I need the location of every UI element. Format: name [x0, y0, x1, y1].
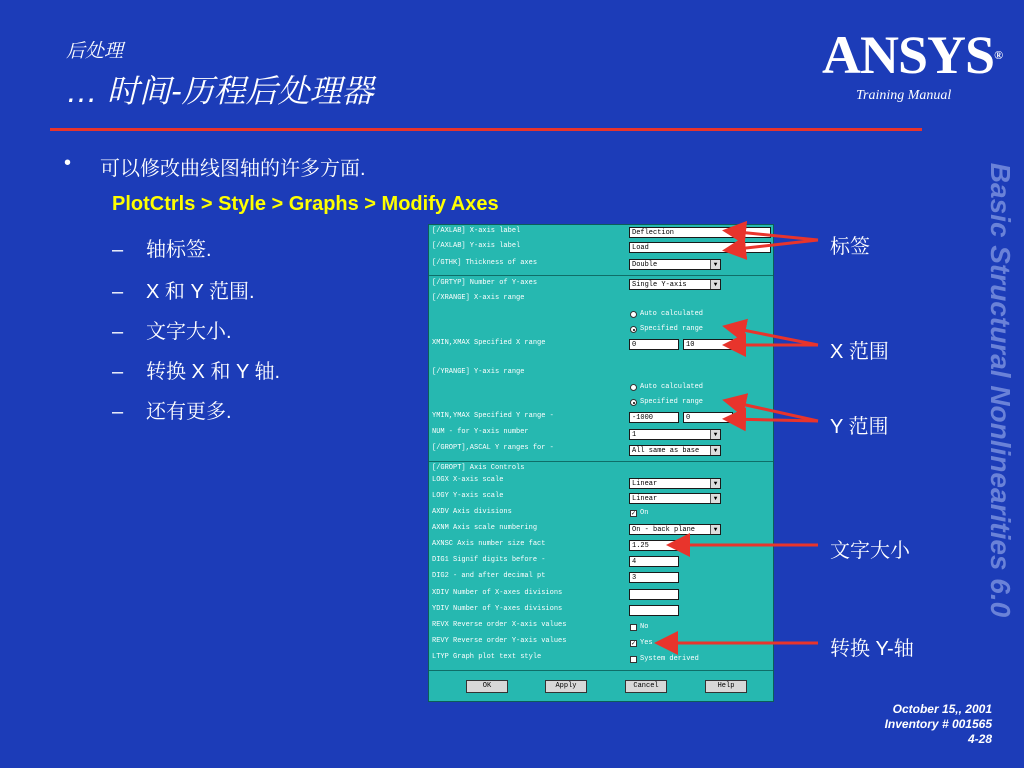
- annotation-switch-y: 转换 Y-轴: [830, 638, 914, 660]
- menu-path: PlotCtrls > Style > Graphs > Modify Axes: [112, 193, 499, 215]
- yaxis-number-value: 1: [632, 431, 637, 439]
- label-revy: REVY Reverse order Y-axis values: [432, 637, 567, 645]
- footer-page-number: 4-28: [967, 732, 992, 746]
- footer: [850, 702, 992, 747]
- label-yrange: [/YRANGE] Y-axis range: [432, 368, 525, 376]
- axis-divisions-label: On: [640, 509, 649, 517]
- sub-bullet-text: 转换 X 和 Y 轴.: [146, 361, 281, 383]
- sub-bullet: – 还有更多.: [112, 401, 232, 423]
- sidebar-course-title: Basic Structural Nonlinearities 6.0: [985, 162, 1016, 618]
- label-ltyp: LTYP Graph plot text style: [432, 653, 542, 661]
- footer-date: October 15,, 2001: [892, 702, 992, 716]
- training-manual-label: Training Manual: [856, 88, 952, 103]
- sub-bullet-text: 轴标签.: [146, 239, 212, 261]
- bullet-dot: •: [64, 152, 72, 174]
- reverse-y-checkbox[interactable]: ✓: [631, 641, 637, 647]
- label-revx: REVX Reverse order X-axis values: [432, 621, 567, 629]
- reverse-y-label: Yes: [640, 639, 653, 647]
- number-yaxes-value: Single Y-axis: [632, 281, 687, 289]
- arrow-to-xlabel: [728, 231, 818, 240]
- chevron-down-icon[interactable]: ▼: [710, 280, 720, 289]
- arrow-to-yrange-fields: [728, 419, 818, 421]
- sub-bullet: – 轴标签.: [112, 239, 212, 261]
- label-xrange: [/XRANGE] X-axis range: [432, 294, 525, 302]
- sub-bullet-text: 文字大小.: [146, 321, 232, 343]
- label-axdv: AXDV Axis divisions: [432, 508, 512, 516]
- yranges-value: All same as base: [632, 447, 700, 455]
- ok-button[interactable]: OK: [466, 680, 508, 693]
- annotation-labels: 标签: [830, 236, 870, 258]
- annotation-x-range: X 范围: [830, 341, 889, 363]
- chevron-down-icon[interactable]: ▼: [710, 446, 720, 455]
- label-thick: [/GTHK] Thickness of axes: [432, 259, 538, 267]
- xmax-input[interactable]: 10: [683, 339, 733, 350]
- label-axctrl: [/GROPT] Axis Controls: [432, 464, 525, 472]
- ymax-input[interactable]: 0: [683, 412, 733, 423]
- label-ydiv: YDIV Number of Y-axes divisions: [432, 605, 563, 613]
- annotation-text-size: 文字大小: [830, 540, 910, 562]
- annotation-y-range: Y 范围: [830, 416, 889, 438]
- label-axnm: AXNM Axis scale numbering: [432, 524, 538, 532]
- apply-button[interactable]: Apply: [545, 680, 587, 693]
- text-style-label: System derived: [640, 655, 699, 663]
- logo-text: ANSYS: [822, 25, 995, 85]
- cancel-button[interactable]: Cancel: [625, 680, 667, 693]
- yaxis-label-input[interactable]: Load: [629, 242, 771, 253]
- label-nyax: [/GRTYP] Number of Y-axes: [432, 279, 538, 287]
- yrange-auto-label: Auto calculated: [640, 383, 704, 391]
- label-dig1: DIG1 Signif digits before -: [432, 556, 546, 564]
- bullet-main: 可以修改曲线图轴的许多方面.: [100, 158, 366, 180]
- digits-after-input[interactable]: 3: [629, 572, 679, 583]
- axis-divisions-checkbox[interactable]: ✓: [631, 511, 637, 517]
- xmin-input[interactable]: 0: [629, 339, 679, 350]
- label-xlab: [/AXLAB] X-axis label: [432, 227, 521, 235]
- logo-registered-mark: ®: [994, 48, 1003, 62]
- label-num: NUM - for Y-axis number: [432, 428, 529, 436]
- sub-bullet: – 文字大小.: [112, 321, 232, 343]
- sub-bullet-text: X 和 Y 范围.: [146, 281, 255, 303]
- label-logx: LOGX X-axis scale: [432, 476, 504, 484]
- chevron-down-icon[interactable]: ▼: [710, 430, 720, 439]
- label-axnsc: AXNSC Axis number size fact: [432, 540, 546, 548]
- digits-before-input[interactable]: 4: [629, 556, 679, 567]
- reverse-x-label: No: [640, 623, 649, 631]
- axis-thickness-value: Double: [632, 261, 658, 269]
- footer-inventory: Inventory # 001565: [884, 717, 992, 731]
- axis-number-size-input[interactable]: 1.25: [629, 540, 679, 551]
- section-subtitle: 后处理: [66, 41, 124, 62]
- label-dig2: DIG2 - and after decimal pt: [432, 572, 546, 580]
- chevron-down-icon[interactable]: ▼: [710, 525, 720, 534]
- xrange-auto-label: Auto calculated: [640, 310, 704, 318]
- ymin-input[interactable]: -1000: [629, 412, 679, 423]
- arrow-to-ylabel: [728, 240, 818, 250]
- arrow-to-xrange-radio: [728, 327, 818, 345]
- yrange-specified-label: Specified range: [640, 398, 704, 406]
- xrange-specified-label: Specified range: [640, 325, 704, 333]
- label-xminmax: XMIN,XMAX Specified X range: [432, 339, 546, 347]
- xaxis-label-input[interactable]: Deflection: [629, 227, 771, 238]
- chevron-down-icon[interactable]: ▼: [710, 260, 720, 269]
- label-ylab: [/AXLAB] Y-axis label: [432, 242, 521, 250]
- sub-bullet: – 转换 X 和 Y 轴.: [112, 361, 281, 383]
- label-ascal: [/GROPT],ASCAL Y ranges for -: [432, 444, 554, 452]
- chevron-down-icon[interactable]: ▼: [710, 494, 720, 503]
- help-button[interactable]: Help: [705, 680, 747, 693]
- page-title: … 时间-历程后处理器: [66, 73, 374, 109]
- label-logy: LOGY Y-axis scale: [432, 492, 504, 500]
- label-yminmax: YMIN,YMAX Specified Y range -: [432, 412, 554, 420]
- axis-numbering-value: On - back plane: [632, 526, 696, 534]
- xaxis-scale-value: Linear: [632, 480, 658, 488]
- label-xdiv: XDIV Number of X-axes divisions: [432, 589, 563, 597]
- chevron-down-icon[interactable]: ▼: [710, 479, 720, 488]
- yaxis-scale-value: Linear: [632, 495, 658, 503]
- sub-bullet-text: 还有更多.: [146, 401, 232, 423]
- sub-bullet: – X 和 Y 范围.: [112, 281, 255, 303]
